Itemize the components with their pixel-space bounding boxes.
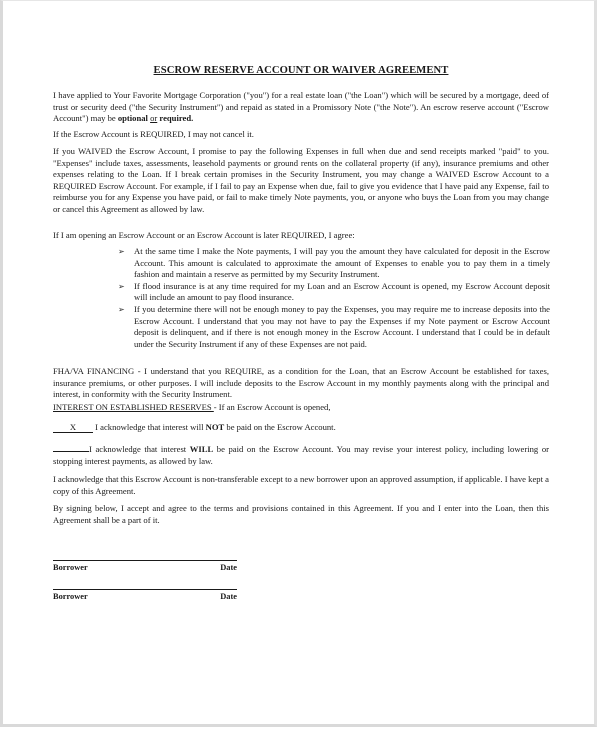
arrowhead-bullet-icon: ➢ (118, 304, 125, 314)
interest-not-paid-option (53, 422, 549, 434)
interest-will-paid-option (53, 442, 549, 467)
arrowhead-bullet-icon: ➢ (118, 247, 125, 256)
borrower-label: Borrower (53, 592, 88, 601)
required-paragraph: If the Escrow Account is REQUIRED, I may not cancel it. (53, 129, 254, 139)
interest-header: INTEREST ON ESTABLISHED RESERVES (53, 402, 214, 412)
borrower-signature-line[interactable] (53, 589, 237, 601)
arrowhead-bullet-icon: ➢ (118, 281, 125, 291)
intro-paragraph (53, 90, 549, 125)
interest-paragraph (53, 402, 549, 414)
option-text: I acknowledge that interest will (93, 422, 206, 432)
list-item-text: If you determine there will not be enough money to pay the Expenses, you may require me to increase deposits into the Escrow Account. I understand that you may not have to pay the Expenses if my Note payment or Escrow Account deposit is delinquent, and if there is not enough money in the Escrow Account. I understand that I could be in default under the Security Instrument if any of these Expenses are not paid. (134, 303, 550, 349)
intro-text: I have applied to Your Favorite Mortgage Corporation ("you") for a real estate loan ("the Loan") which will be secured by a mortgage, deed of trust or security deed ("the Security Instrument") and repaid as stated in a Promissory Note ("the Note"). An escrow reserve account ("Escrow Account") may be (53, 90, 549, 124)
borrower-signature-line[interactable] (53, 560, 237, 572)
interest-text: - If an Escrow Account is opened, (213, 402, 331, 412)
borrower-label: Borrower (53, 563, 88, 572)
or-word: or (150, 113, 158, 124)
list-item (118, 281, 550, 304)
option-bold: WILL (189, 444, 214, 454)
interest-will-paid-checkbox[interactable] (53, 442, 89, 452)
list-item (118, 246, 550, 281)
escrow-terms-list (118, 246, 550, 350)
required-word: required. (159, 113, 194, 124)
date-label: Date (220, 563, 237, 572)
interest-not-paid-checkbox[interactable]: X (53, 422, 93, 433)
date-label: Date (220, 592, 237, 601)
list-item-text: At the same time I make the Note payments, I will pay you the amount they have calculated for deposit in the Escrow Account. This amount is calculated to approximate the amount of Expenses to enable you to pay them in a timely fashion and maintain a reserve as permitted by my Security Instrument. (134, 246, 550, 280)
waived-paragraph: If you WAIVED the Escrow Account, I promise to pay the following Expenses in full when due and send receipts marked "paid" to you. "Expenses" include taxes, assessments, leasehold payments or ground rents on the collateral property (if any), insurance premiums and other expenses relating to the Loan. If I break certain promises in the Security Instrument, you may change a WAIVED Escrow Account to a REQUIRED Escrow Account. For example, if I fail to pay an Expense when due, fail to give you evidence that I have paid any Expense, fail to reimburse you for any Expense you have paid, or fail to make timely Note payments, you, or anyone who buys the Loan from you may change or cancel this Agreement as allowed by law. (53, 146, 549, 214)
agree-paragraph: If I am opening an Escrow Account or an Escrow Account is later REQUIRED, I agree: (53, 230, 355, 240)
list-item-text: If flood insurance is at any time required for my Loan and an Escrow Account is opened, my Escrow Account deposit will include an amount to pay flood insurance. (134, 280, 550, 303)
option-text: I acknowledge that interest (89, 444, 190, 454)
fha-va-financing-paragraph: FHA/VA FINANCING - I understand that you REQUIRE, as a condition for the Loan, that an Escrow Account be established for taxes, insurance premiums, or other purposes. I will include deposits to the Escrow Account in my monthly payments along with the principal and interest, in conformity with the Security Instrument. (53, 366, 549, 400)
non-transferable-paragraph: I acknowledge that this Escrow Account is non-transferable except to a new borrower upon an approved assumption, if applicable. I have kept a copy of this Agreement. (53, 474, 549, 496)
document-title (53, 65, 549, 77)
list-item (118, 304, 550, 350)
option-text: be paid on the Escrow Account. (224, 422, 336, 432)
signing-paragraph: By signing below, I accept and agree to the terms and provisions contained in this Agreement. If you and I enter into the Loan, then this Agreement shall be a part of it. (53, 503, 549, 525)
title-text: ESCROW RESERVE ACCOUNT OR WAIVER AGREEMENT (153, 65, 449, 76)
optional-word: optional (117, 113, 148, 124)
option-text: be paid on the Escrow Account. You may revise your interest policy, including lowering or stopping interest payments, as allowed by law. (53, 444, 549, 466)
option-bold: NOT (205, 422, 225, 432)
